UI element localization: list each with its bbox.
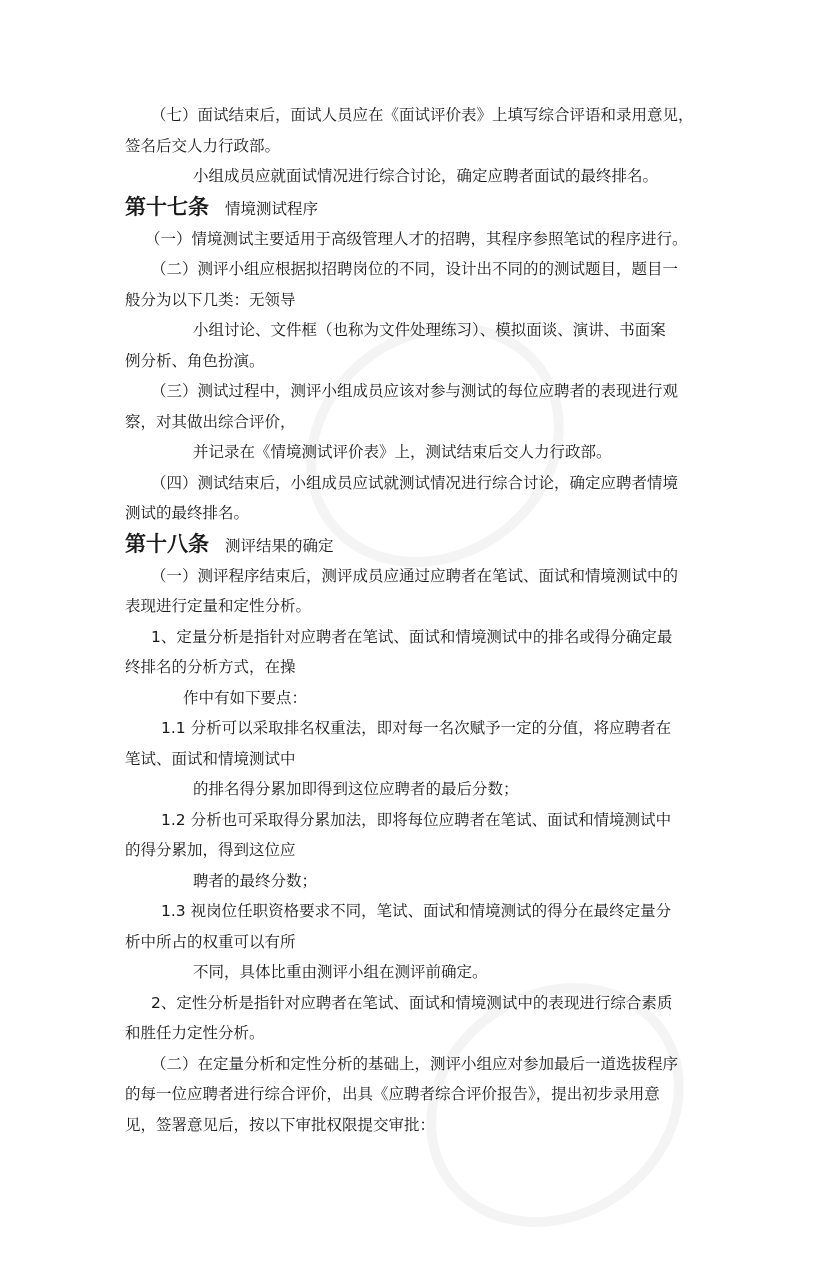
- paragraph-line: 察，对其做出综合评价，: [125, 412, 296, 431]
- paragraph-line: （一）情境测试主要适用于高级管理人才的招聘，其程序参照笔试的程序进行。: [145, 229, 688, 248]
- paragraph-line: 2、定性分析是指针对应聘者在笔试、面试和情境测试中的表现进行综合素质: [151, 993, 673, 1012]
- paragraph-line: 的得分累加，得到这位应: [125, 841, 296, 859]
- paragraph-line: 签名后交人力行政部。: [125, 136, 281, 155]
- paragraph-line: 和胜任力定性分析。: [125, 1024, 265, 1042]
- paragraph-line: （二）在定量分析和定性分析的基础上，测评小组应对参加最后一道选拔程序: [151, 1054, 679, 1073]
- article-title: 测评结果的确定: [225, 536, 334, 555]
- paragraph-line: 例分析、角色扮演。: [125, 351, 265, 370]
- paragraph-line: 不同，具体比重由测评小组在测评前确定。: [193, 963, 488, 981]
- article-17-heading: [125, 192, 710, 224]
- paragraph-line: 聘者的最终分数；: [193, 871, 318, 890]
- paragraph-line: （三）测试过程中，测评小组成员应该对参与测试的每位应聘者的表现进行观: [151, 382, 679, 400]
- document-body: [125, 100, 710, 1140]
- paragraph-line: （七）面试结束后，面试人员应在《面试评价表》上填写综合评语和录用意见，: [151, 106, 694, 124]
- paragraph-line: 的每一位应聘者进行综合评价，出具《应聘者综合评价报告》，提出初步录用意: [125, 1085, 660, 1103]
- article-number: 第十八条: [125, 531, 209, 556]
- article-18-heading: [125, 529, 710, 561]
- paragraph-line: 小组讨论、文件框（也称为文件处理练习）、模拟面谈、演讲、书面案: [193, 321, 666, 339]
- paragraph-line: 般分为以下几类：无领导: [125, 290, 296, 309]
- paragraph-line: 笔试、面试和情境测试中: [125, 749, 296, 768]
- paragraph-line: 终排名的分析方式，在操: [125, 658, 296, 676]
- paragraph-line: 1.1 分析可以采取排名权重法，即对每一名次赋予一定的分值，将应聘者在: [161, 719, 672, 737]
- paragraph-line: 表现进行定量和定性分析。: [125, 597, 312, 615]
- paragraph-line: （一）测评程序结束后，测评成员应通过应聘者在笔试、面试和情境测试中的: [151, 566, 679, 585]
- paragraph-line: 1.3 视岗位任职资格要求不同，笔试、面试和情境测试的得分在最终定量分: [161, 902, 672, 920]
- paragraph-line: 1、定量分析是指针对应聘者在笔试、面试和情境测试中的排名或得分确定最: [151, 627, 673, 646]
- paragraph-line: 见，签署意见后，按以下审批权限提交审批：: [125, 1115, 436, 1134]
- article-number: 第十七条: [125, 194, 209, 219]
- paragraph-line: 的排名得分累加即得到这位应聘者的最后分数；: [193, 780, 519, 798]
- paragraph-line: 1.2 分析也可采取得分累加法，即将每位应聘者在笔试、面试和情境测试中: [161, 810, 672, 829]
- paragraph-line: 测试的最终排名。: [125, 504, 250, 522]
- paragraph-line: （四）测试结束后，小组成员应试就测试情况进行综合讨论，确定应聘者情境: [151, 473, 679, 492]
- paragraph-line: 析中所占的权重可以有所: [125, 932, 296, 951]
- paragraph-line: 小组成员应就面试情况进行综合讨论，确定应聘者面试的最终排名。: [193, 167, 659, 185]
- paragraph-line: （二）测评小组应根据拟招聘岗位的不同，设计出不同的的测试题目，题目一: [151, 260, 679, 278]
- paragraph-line: 并记录在《情境测试评价表》上，测试结束后交人力行政部。: [193, 443, 612, 461]
- article-title: 情境测试程序: [225, 199, 319, 218]
- paragraph-line: 作中有如下要点：: [183, 688, 308, 707]
